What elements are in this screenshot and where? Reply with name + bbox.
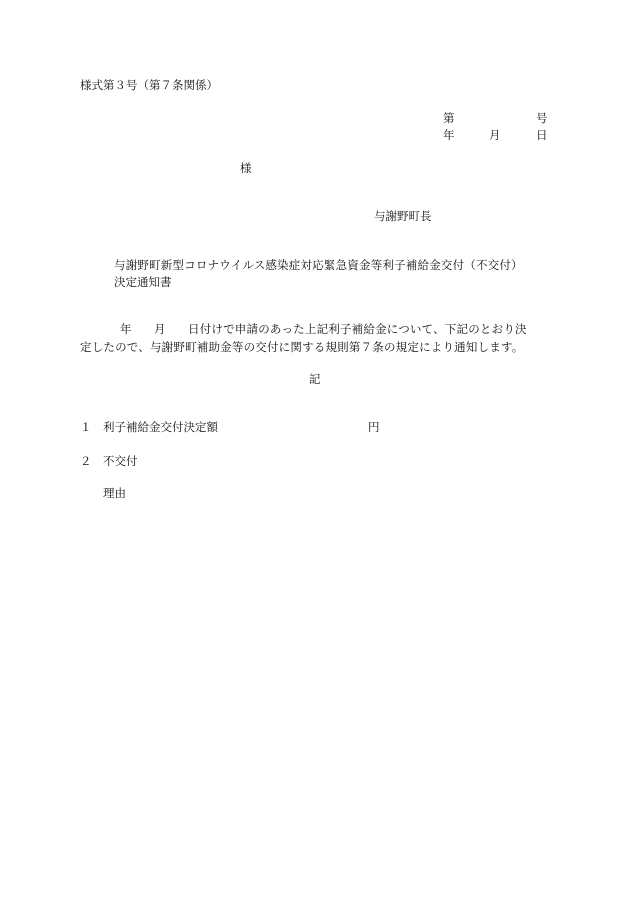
- body-line-2: 定したので、与謝野町補助金等の交付に関する規則第７条の規定により通知します。: [80, 340, 524, 354]
- body-line-1: 日付けで申請のあった上記利子補給金について、下記のとおり決: [188, 322, 527, 336]
- document-number-prefix: 第: [443, 111, 455, 125]
- document-number-suffix: 号: [536, 111, 548, 125]
- issuer-name: 与謝野町長: [374, 209, 432, 223]
- issue-date-year: 年: [443, 128, 455, 142]
- item-2-number: ２: [80, 454, 92, 468]
- issue-date-month: 月: [489, 128, 501, 142]
- document-title-line-2: 決定通知書: [114, 275, 172, 289]
- item-1-unit: 円: [368, 420, 380, 434]
- item-1-label: 利子補給金交付決定額: [103, 420, 218, 434]
- reason-label: 理由: [103, 486, 126, 500]
- form-number: 様式第３号（第７条関係）: [80, 78, 218, 92]
- issue-date-day: 日: [536, 128, 548, 142]
- item-2-label: 不交付: [103, 454, 138, 468]
- ki-heading: 記: [309, 372, 321, 386]
- body-year-label: 年: [120, 322, 132, 336]
- item-1-number: １: [80, 420, 92, 434]
- body-month-label: 月: [154, 322, 166, 336]
- document-title-line-1: 与謝野町新型コロナウイルス感染症対応緊急資金等利子補給金交付（不交付）: [114, 258, 523, 272]
- addressee-suffix: 様: [240, 161, 252, 175]
